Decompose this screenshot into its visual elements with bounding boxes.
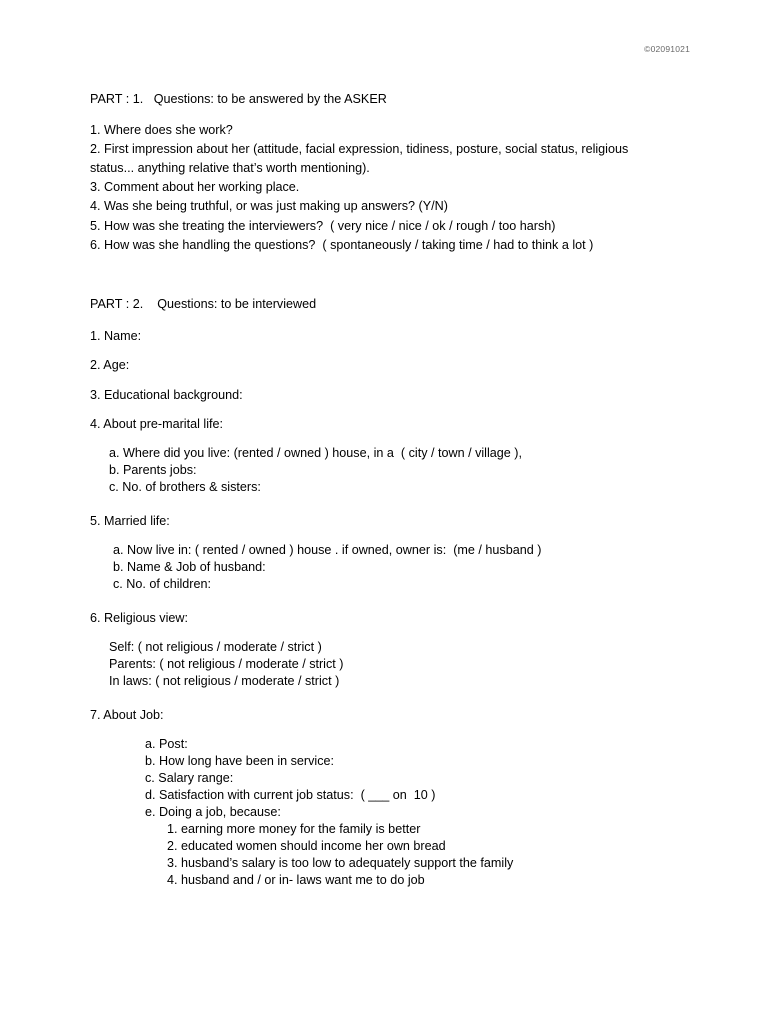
married-item-c: c. No. of children:	[113, 577, 211, 591]
premarital-item-a: a. Where did you live: (rented / owned ) house, in a ( city / town / village ),	[109, 446, 522, 460]
part1-question-3: 3. Comment about her working place.	[90, 180, 300, 194]
religious-inlaws: In laws: ( not religious / moderate / strict )	[109, 674, 340, 688]
premarital-item-b: b. Parents jobs:	[109, 463, 197, 477]
job-item-e: e. Doing a job, because:	[145, 805, 281, 819]
religious-parents: Parents: ( not religious / moderate / strict )	[109, 657, 344, 671]
part1-question-4: 4. Was she being truthful, or was just making up answers? (Y/N)	[90, 199, 448, 213]
part2-education: 3. Educational background:	[90, 388, 243, 402]
job-item-a: a. Post:	[145, 737, 188, 751]
job-reason-1: 1. earning more money for the family is better	[167, 822, 421, 836]
part2-age: 2. Age:	[90, 358, 130, 372]
married-item-b: b. Name & Job of husband:	[113, 560, 266, 574]
job-label: 7. About Job:	[90, 708, 164, 722]
part1-question-1: 1. Where does she work?	[90, 123, 233, 137]
job-reason-3: 3. husband’s salary is too low to adequately support the family	[167, 856, 514, 870]
job-item-c: c. Salary range:	[145, 771, 234, 785]
part1-question-6: 6. How was she handling the questions? ( spontaneously / taking time / had to think a lot )	[90, 238, 594, 252]
part1-question-2-line1: 2. First impression about her (attitude, facial expression, tidiness, posture, social status, religious	[90, 142, 629, 156]
job-item-b: b. How long have been in service:	[145, 754, 335, 768]
religious-self: Self: ( not religious / moderate / strict )	[109, 640, 322, 654]
document-id: ©02091021	[644, 44, 690, 54]
married-item-a: a. Now live in: ( rented / owned ) house . if owned, owner is: (me / husband )	[113, 543, 542, 557]
part1-question-5: 5. How was she treating the interviewers? ( very nice / nice / ok / rough / too harsh)	[90, 219, 556, 233]
premarital-item-c: c. No. of brothers & sisters:	[109, 480, 261, 494]
job-item-d: d. Satisfaction with current job status: ( ___ on 10 )	[145, 788, 436, 802]
part2-name: 1. Name:	[90, 329, 142, 343]
job-reason-2: 2. educated women should income her own bread	[167, 839, 446, 853]
part1-heading: PART : 1. Questions: to be answered by the ASKER	[90, 92, 387, 106]
job-reason-4: 4. husband and / or in- laws want me to do job	[167, 873, 425, 887]
premarital-label: 4. About pre-marital life:	[90, 417, 223, 431]
married-label: 5. Married life:	[90, 514, 170, 528]
religious-label: 6. Religious view:	[90, 611, 188, 625]
part2-heading: PART : 2. Questions: to be interviewed	[90, 297, 317, 311]
part1-question-2-line2: status... anything relative that’s worth mentioning).	[90, 161, 370, 175]
